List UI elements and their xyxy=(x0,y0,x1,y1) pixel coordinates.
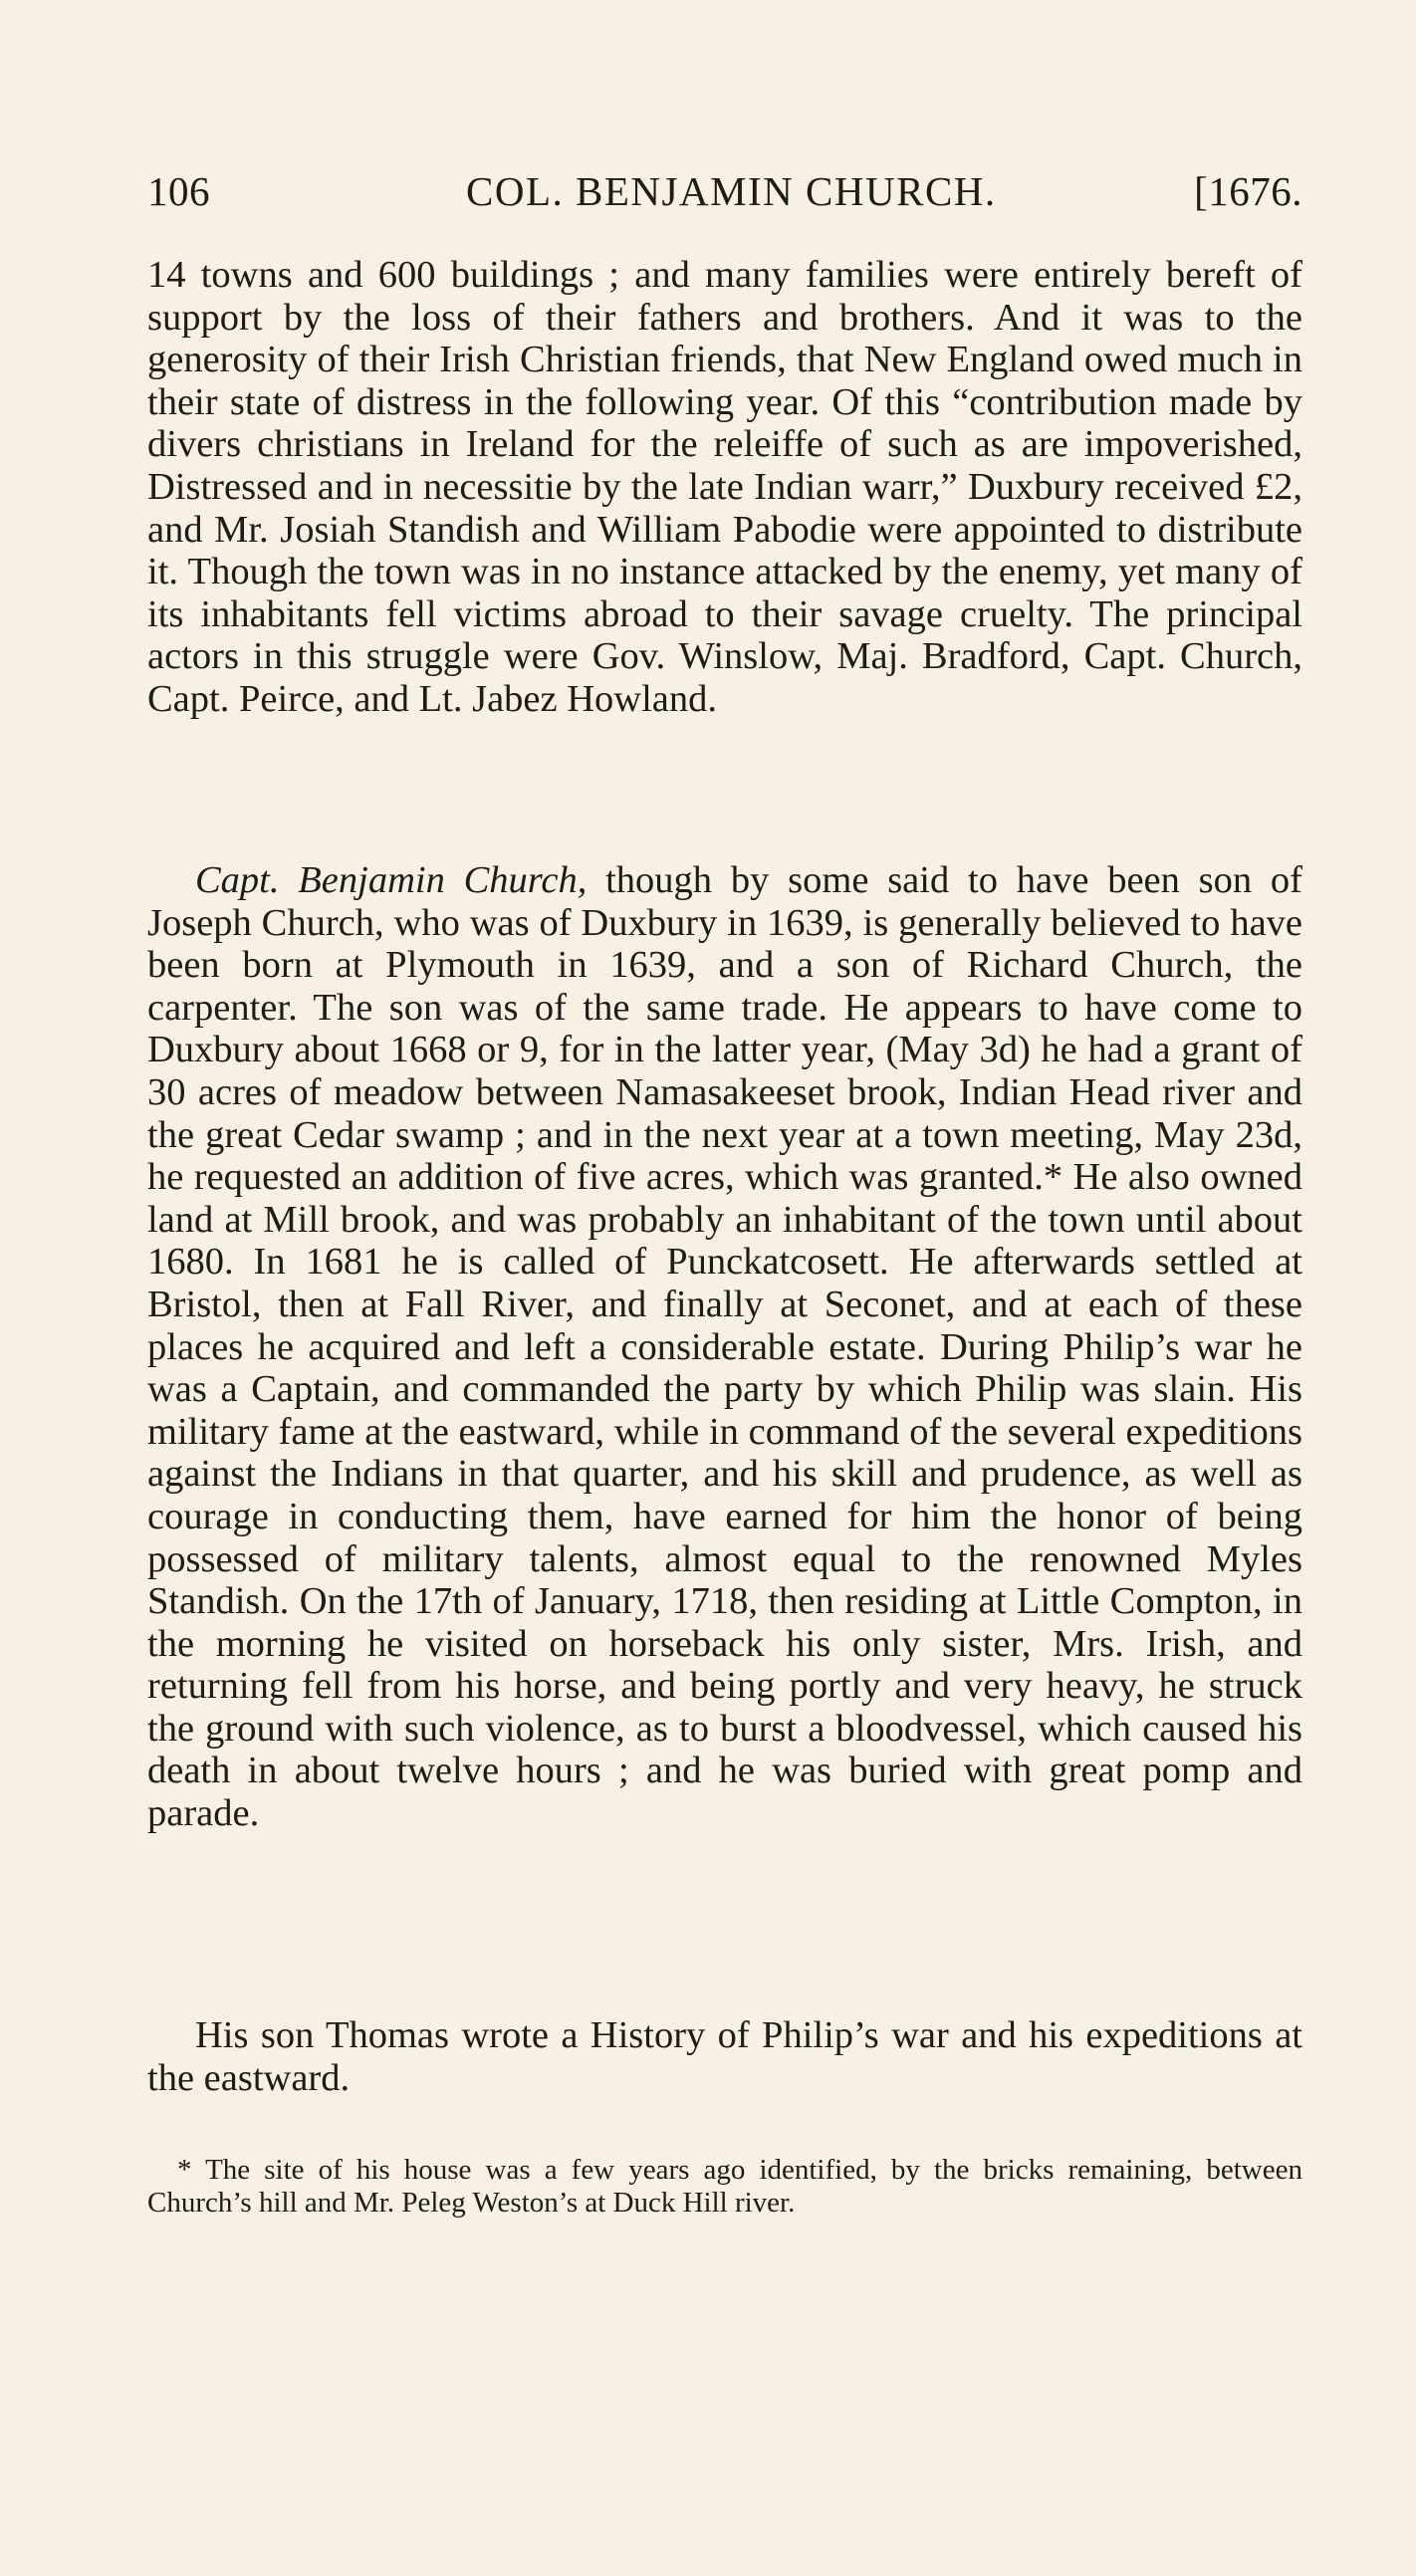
paragraph-2 xyxy=(147,859,1302,1835)
running-title: COL. BENJAMIN CHURCH. xyxy=(466,168,997,214)
paragraph-2-text xyxy=(147,859,1302,1835)
footnote-mark: * xyxy=(177,2154,192,2186)
page-number: 106 xyxy=(147,168,210,214)
paragraph-1 xyxy=(147,254,1302,721)
paragraph-1-text: 14 towns and 600 buildings ; and many families were entirely bereft of support by the loss of their fathers and brothers. And it was to the generosity of their Irish Christian friends, that New England owed much in their state of distress in the following year. Of this “contribution made by divers christians in Ireland for the releiffe of such as are impoverished, Distressed and in necessitie by the late Indian warr,” Duxbury received £2, and Mr. Josiah Standish and William Pabodie were appointed to distribute it. Though the town was in no instance attacked by the enemy, yet many of its inhabitants fell victims abroad to their savage cruelty. The principal actors in this struggle were Gov. Winslow, Maj. Bradford, Capt. Church, Capt. Peirce, and Lt. Jabez Howland. xyxy=(147,254,1302,720)
paragraph-3-text: His son Thomas wrote a History of Philip’s war and his expeditions at the eastward. xyxy=(147,2014,1302,2099)
running-header xyxy=(147,167,1302,227)
footnote xyxy=(147,2154,1302,2220)
header-year: [1676. xyxy=(1194,168,1302,214)
paragraph-3 xyxy=(147,2014,1302,2099)
paragraph-2-body: though by some said to have been son of Joseph Church, who was of Duxbury in 1639, is generally believed to have been born at Plymouth in 1639, and a son of Richard Church, the carpenter. The son was of the same trade. He appears to have come to Duxbury about 1668 or 9, for in the latter year, (May 3d) he had a grant of 30 acres of meadow between Namasakeeset brook, Indian Head river and the great Cedar swamp ; and in the next year at a town meeting, May 23d, he requested an addition of five acres, which was granted.* He also owned land at Mill brook, and was probably an inhabitant of the town until about 1680. In 1681 he is called of Punckatcosett. He afterwards settled at Bristol, then at Fall River, and finally at Seconet, and at each of these places he acquired and left a considerable estate. During Philip’s war he was a Captain, and commanded the party by which Philip was slain. His military fame at the eastward, while in command of the several expeditions against the Indians in that quarter, and his skill and prudence, as well as courage in conducting them, have earned for him the honor of being possessed of military talents, almost equal to the renowned Myles Standish. On the 17th of January, 1718, then residing at Little Compton, in the morning he visited on horseback his only sister, Mrs. Irish, and returning fell from his horse, and being portly and very heavy, he struck the ground with such violence, as to burst a bloodvessel, which caused his death in about twelve hours ; and he was buried with great pomp and parade. xyxy=(147,859,1302,1835)
footnote-text: The site of his house was a few years ago identified, by the bricks remaining, between Church’s hill and Mr. Peleg Weston’s at Duck Hill river. xyxy=(147,2154,1302,2219)
paragraph-2-subject: Capt. Benjamin Church, xyxy=(195,859,588,901)
